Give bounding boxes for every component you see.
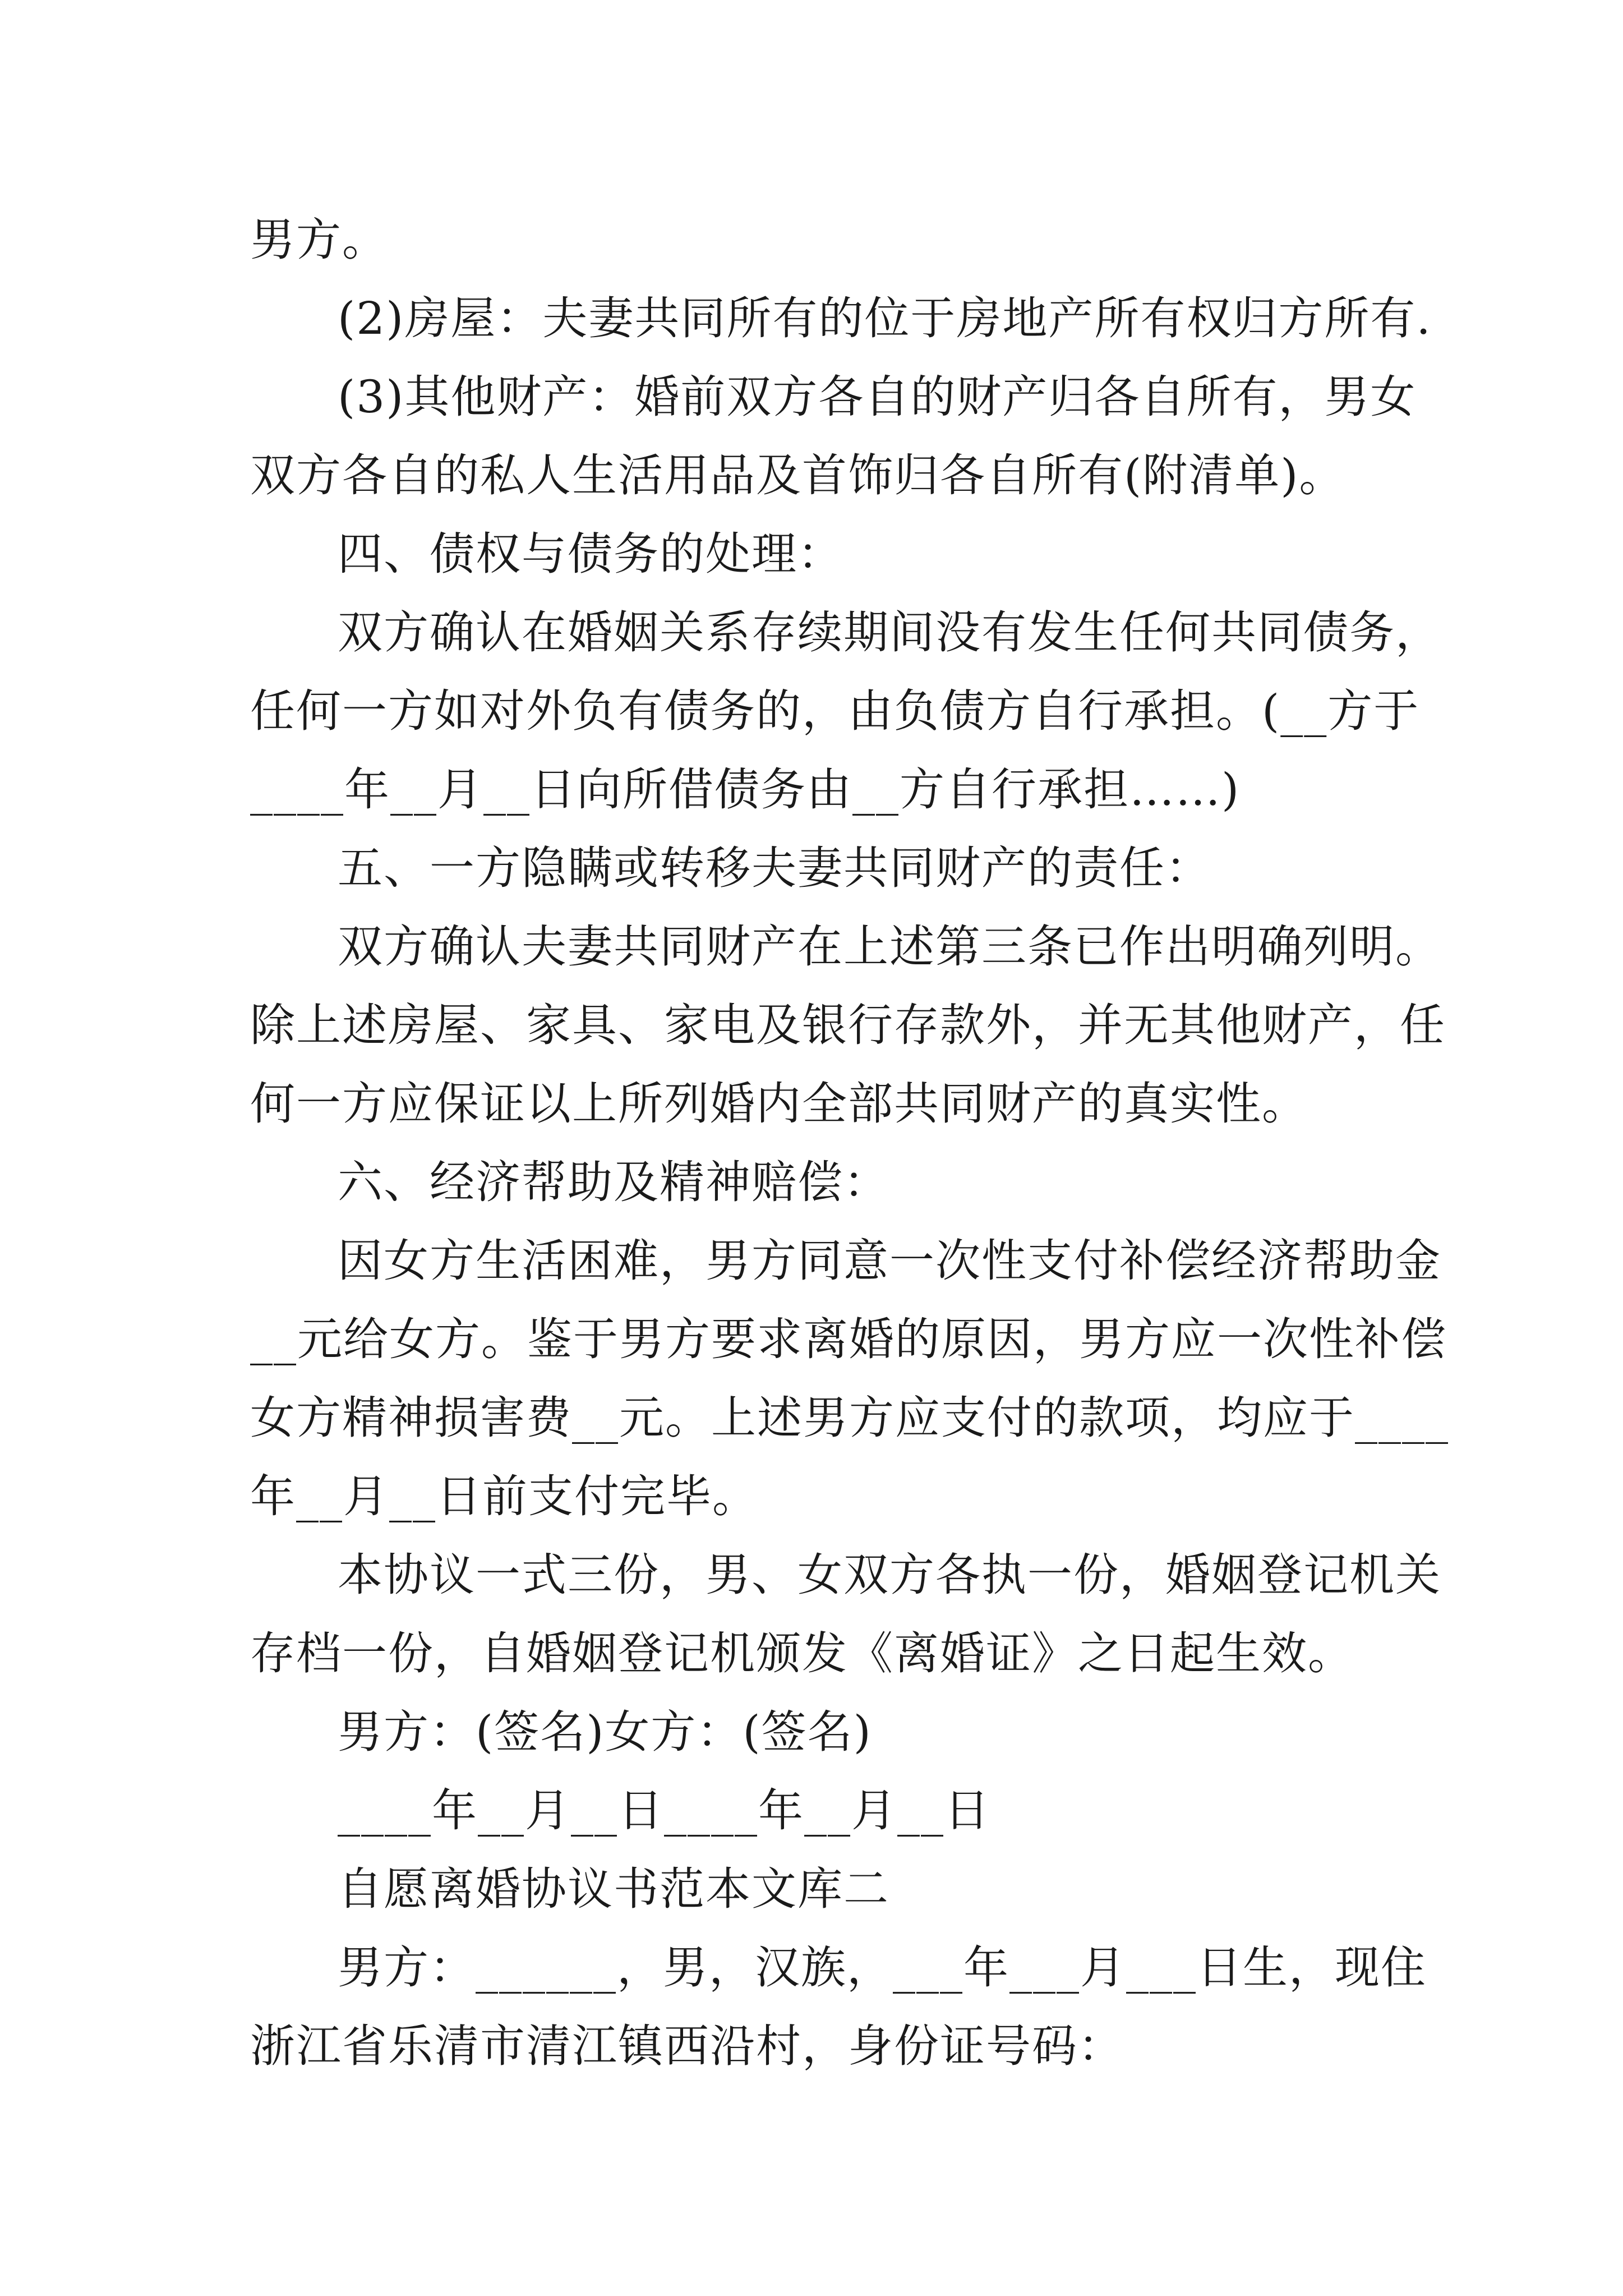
paragraph-line: 何一方应保证以上所列婚内全部共同财产的真实性。 xyxy=(250,1078,1308,1130)
document-subtitle: 自愿离婚协议书范本文库二 xyxy=(338,1863,889,1915)
signature-line: 男方：(签名)女方：(签名) xyxy=(338,1706,872,1758)
paragraph-line: 除上述房屋、家具、家电及银行存款外，并无其他财产，任 xyxy=(250,999,1446,1051)
paragraph-line: 双方确认在婚姻关系存续期间没有发生任何共同债务， xyxy=(338,606,1441,659)
paragraph-line: 双方确认夫妻共同财产在上述第三条已作出明确列明。 xyxy=(338,921,1441,973)
date-line: ____年__月__日____年__月__日 xyxy=(338,1784,990,1837)
paragraph-line: 女方精神损害费__元。上述男方应支付的款项，均应于____ xyxy=(250,1392,1449,1444)
paragraph-line: __元给女方。鉴于男方要求离婚的原因，男方应一次性补偿 xyxy=(250,1313,1447,1365)
paragraph-line: 本协议一式三份，男、女双方各执一份，婚姻登记机关 xyxy=(338,1549,1441,1601)
paragraph-line: (2)房屋：夫妻共同所有的位于房地产所有权归方所有. xyxy=(338,292,1432,344)
paragraph-line: ____年__月__日向所借债务由__方自行承担……) xyxy=(250,763,1241,816)
section-heading: 六、经济帮助及精神赔偿： xyxy=(338,1156,889,1208)
paragraph-line: 年__月__日前支付完毕。 xyxy=(250,1470,758,1522)
paragraph-line: 任何一方如对外负有债务的，由负债方自行承担。(__方于 xyxy=(250,685,1420,737)
paragraph-line: 男方。 xyxy=(250,214,388,266)
paragraph-line: 因女方生活困难，男方同意一次性支付补偿经济帮助金 xyxy=(338,1235,1441,1287)
paragraph-line: 男方：______，男，汉族，___年___月___日生，现住 xyxy=(338,1941,1427,1994)
paragraph-line: 浙江省乐清市清江镇西沿村，身份证号码： xyxy=(250,2020,1124,2072)
paragraph-line: 双方各自的私人生活用品及首饰归各自所有(附清单)。 xyxy=(250,449,1345,501)
section-heading: 四、债权与债务的处理： xyxy=(338,528,843,580)
section-heading: 五、一方隐瞒或转移夫妻共同财产的责任： xyxy=(338,842,1211,894)
paragraph-line: (3)其他财产：婚前双方各自的财产归各自所有，男女 xyxy=(338,371,1417,423)
paragraph-line: 存档一份，自婚姻登记机颁发《离婚证》之日起生效。 xyxy=(250,1627,1354,1680)
